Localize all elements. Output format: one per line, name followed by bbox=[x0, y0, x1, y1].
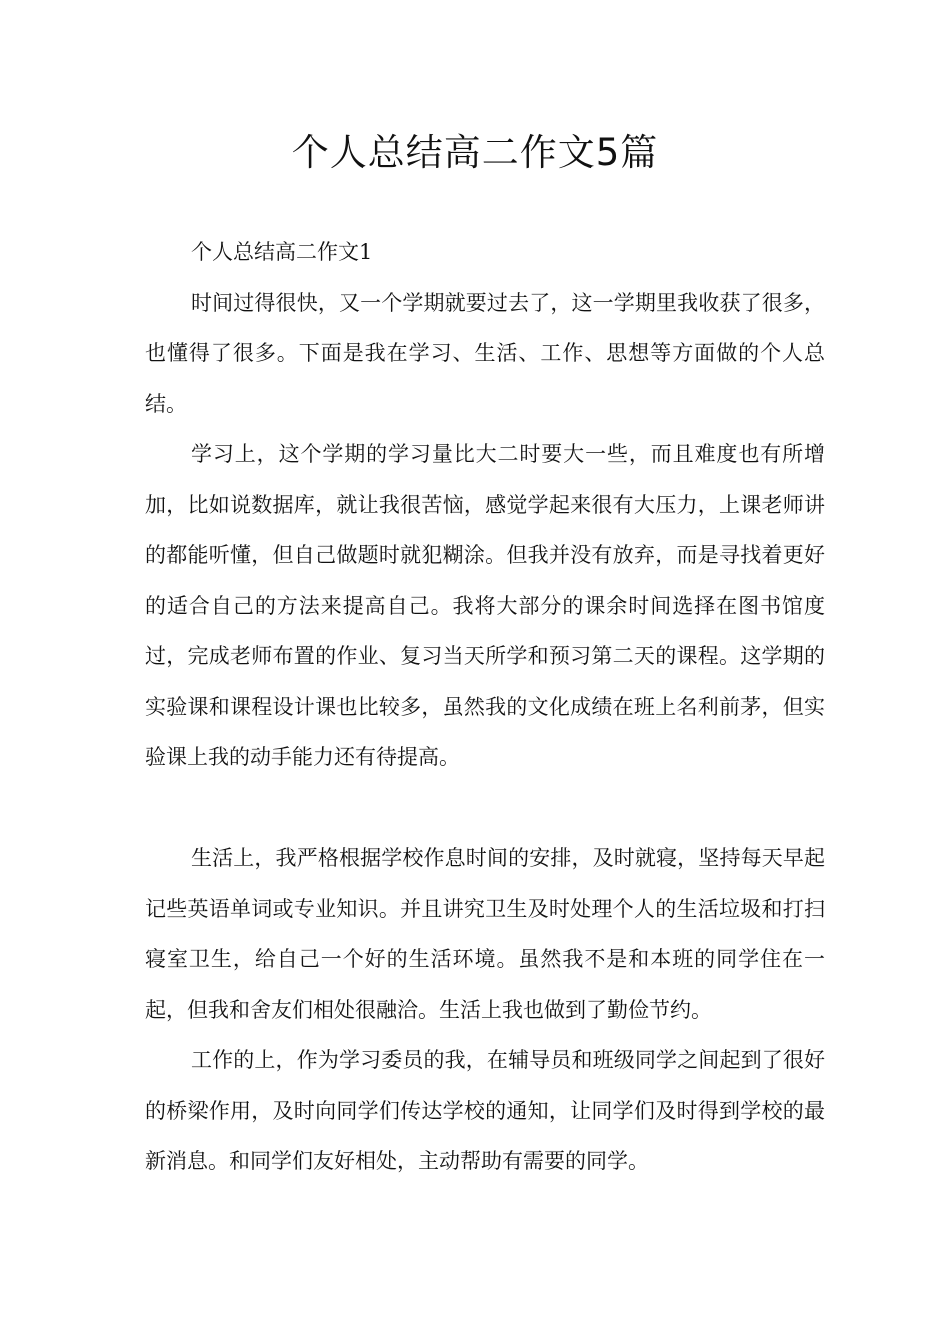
document-body bbox=[145, 227, 825, 1187]
paragraph-intro: 时间过得很快，又一个学期就要过去了，这一学期里我收获了很多，也懂得了很多。下面是我在学习、生活、工作、思想等方面做的个人总结。 bbox=[145, 290, 825, 416]
section-heading: 个人总结高二作文1 bbox=[191, 240, 373, 264]
document-title: 个人总结高二作文5篇 bbox=[291, 131, 659, 174]
paragraph-spacer bbox=[145, 783, 825, 834]
paragraph-study: 学习上，这个学期的学习量比大二时要大一些，而且难度也有所增加，比如说数据库，就让我很苦恼，感觉学起来很有大压力，上课老师讲的都能听懂，但自己做题时就犯糊涂。但我并没有放弃，而是寻找着更好的适合自己的方法来提高自己。我将大部分的课余时间选择在图书馆度过，完成老师布置的作业、复习当天所学和预习第二天的课程。这学期的实验课和课程设计课也比较多，虽然我的文化成绩在班上名利前茅，但实验课上我的动手能力还有待提高。 bbox=[145, 442, 825, 769]
paragraph-life: 生活上，我严格根据学校作息时间的安排，及时就寝，坚持每天早起记些英语单词或专业知识。并且讲究卫生及时处理个人的生活垃圾和打扫寝室卫生，给自己一个好的生活环境。虽然我不是和本班的同学住在一起，但我和舍友们相处很融洽。生活上我也做到了勤俭节约。 bbox=[145, 846, 825, 1022]
paragraph-work: 工作的上，作为学习委员的我，在辅导员和班级同学之间起到了很好的桥梁作用，及时向同学们传达学校的通知，让同学们及时得到学校的最新消息。和同学们友好相处，主动帮助有需要的同学。 bbox=[145, 1048, 825, 1173]
